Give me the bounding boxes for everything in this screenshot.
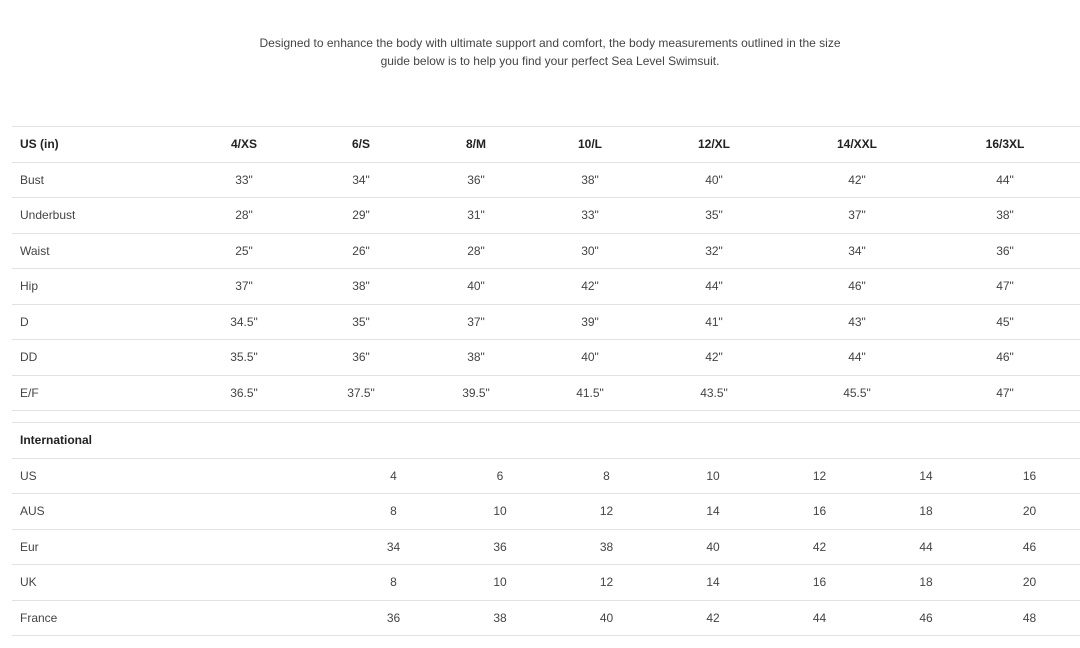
table-cell: 36" — [416, 162, 536, 198]
table-cell: 6 — [447, 458, 553, 494]
row-label: UK — [12, 565, 340, 601]
row-label: DD — [12, 340, 182, 376]
size-header-4xs: 4/XS — [182, 127, 306, 163]
table-cell: 12 — [553, 494, 660, 530]
table-cell: 46" — [784, 269, 930, 305]
table-cell: 36" — [930, 233, 1080, 269]
table-cell: 38" — [306, 269, 416, 305]
size-header-14xxl: 14/XXL — [784, 127, 930, 163]
table-cell: 14 — [660, 494, 766, 530]
table-cell: 37" — [182, 269, 306, 305]
table-cell: 42" — [784, 162, 930, 198]
size-guide-table — [12, 126, 1080, 411]
table-cell: 8 — [553, 458, 660, 494]
measurement-row — [12, 233, 1080, 269]
row-label: France — [12, 600, 340, 636]
table-cell: 16 — [766, 494, 873, 530]
intro-line-1: Designed to enhance the body with ultimate support and comfort, the body measurements outlined in the size — [259, 36, 841, 50]
table-cell: 36" — [306, 340, 416, 376]
table-cell: 20 — [979, 565, 1080, 601]
size-header-16-3xl: 16/3XL — [930, 127, 1080, 163]
table-cell: 14 — [873, 458, 979, 494]
table-cell: 38" — [930, 198, 1080, 234]
table-cell: 39.5" — [416, 375, 536, 411]
table-cell: 28" — [182, 198, 306, 234]
table-cell: 16 — [766, 565, 873, 601]
table-cell: 34 — [340, 529, 447, 565]
international-row — [12, 529, 1080, 565]
row-label: US — [12, 458, 340, 494]
row-label: Waist — [12, 233, 182, 269]
table-cell: 37" — [416, 304, 536, 340]
table-cell: 18 — [873, 565, 979, 601]
table-cell: 37.5" — [306, 375, 416, 411]
table-cell: 8 — [340, 494, 447, 530]
table-cell: 8 — [340, 565, 447, 601]
table-cell: 26" — [306, 233, 416, 269]
size-header-8m: 8/M — [416, 127, 536, 163]
table-cell: 39" — [536, 304, 644, 340]
table-cell: 38 — [447, 600, 553, 636]
table-cell: 40" — [416, 269, 536, 305]
table-cell: 10 — [660, 458, 766, 494]
table-cell: 40 — [660, 529, 766, 565]
row-label: E/F — [12, 375, 182, 411]
table-cell: 46 — [979, 529, 1080, 565]
table-cell: 33" — [182, 162, 306, 198]
row-label: Hip — [12, 269, 182, 305]
table-cell: 46 — [873, 600, 979, 636]
size-header-6s: 6/S — [306, 127, 416, 163]
table-cell: 20 — [979, 494, 1080, 530]
table-cell: 42" — [536, 269, 644, 305]
table-cell: 10 — [447, 494, 553, 530]
row-label: Eur — [12, 529, 340, 565]
size-header-12xl: 12/XL — [644, 127, 784, 163]
intro-text — [0, 34, 1080, 70]
table-cell: 12 — [766, 458, 873, 494]
table-cell: 28" — [416, 233, 536, 269]
table-cell: 36.5" — [182, 375, 306, 411]
measurement-row — [12, 304, 1080, 340]
international-row — [12, 600, 1080, 636]
table-cell: 42 — [660, 600, 766, 636]
international-row — [12, 458, 1080, 494]
intro-line-2: guide below is to help you find your perfect Sea Level Swimsuit. — [380, 54, 720, 68]
row-label: Bust — [12, 162, 182, 198]
measurement-row — [12, 162, 1080, 198]
table-cell: 44" — [784, 340, 930, 376]
table-cell: 44 — [766, 600, 873, 636]
table-cell: 40" — [536, 340, 644, 376]
table-cell: 37" — [784, 198, 930, 234]
table-cell: 36 — [340, 600, 447, 636]
measurement-row — [12, 340, 1080, 376]
table-cell: 14 — [660, 565, 766, 601]
table-cell: 10 — [447, 565, 553, 601]
table-cell: 41.5" — [536, 375, 644, 411]
international-title: International — [12, 423, 1080, 459]
table-cell: 44 — [873, 529, 979, 565]
table-cell: 35" — [644, 198, 784, 234]
international-row — [12, 494, 1080, 530]
table-cell: 33" — [536, 198, 644, 234]
table-cell: 46" — [930, 340, 1080, 376]
table-cell: 42 — [766, 529, 873, 565]
table-cell: 30" — [536, 233, 644, 269]
international-row — [12, 565, 1080, 601]
table-cell: 32" — [644, 233, 784, 269]
table-cell: 18 — [873, 494, 979, 530]
table-cell: 16 — [979, 458, 1080, 494]
international-size-table — [12, 422, 1080, 636]
table-cell: 47" — [930, 375, 1080, 411]
table-cell: 45.5" — [784, 375, 930, 411]
table-cell: 43.5" — [644, 375, 784, 411]
table-cell: 44" — [644, 269, 784, 305]
international-header-row — [12, 423, 1080, 459]
table-cell: 4 — [340, 458, 447, 494]
measurement-row — [12, 198, 1080, 234]
measurement-row — [12, 269, 1080, 305]
table-cell: 45" — [930, 304, 1080, 340]
table-cell: 29" — [306, 198, 416, 234]
table-cell: 36 — [447, 529, 553, 565]
table-cell: 42" — [644, 340, 784, 376]
table-cell: 44" — [930, 162, 1080, 198]
measurement-row — [12, 375, 1080, 411]
table-cell: 12 — [553, 565, 660, 601]
table-cell: 31" — [416, 198, 536, 234]
table-cell: 25" — [182, 233, 306, 269]
size-header-row — [12, 127, 1080, 163]
table-cell: 34.5" — [182, 304, 306, 340]
table-cell: 43" — [784, 304, 930, 340]
table-cell: 38" — [536, 162, 644, 198]
table-cell: 41" — [644, 304, 784, 340]
table-cell: 40" — [644, 162, 784, 198]
row-label: Underbust — [12, 198, 182, 234]
table-cell: 48 — [979, 600, 1080, 636]
size-header-label: US (in) — [12, 127, 182, 163]
table-cell: 34" — [784, 233, 930, 269]
table-cell: 35" — [306, 304, 416, 340]
table-cell: 47" — [930, 269, 1080, 305]
table-cell: 38 — [553, 529, 660, 565]
row-label: AUS — [12, 494, 340, 530]
table-cell: 40 — [553, 600, 660, 636]
row-label: D — [12, 304, 182, 340]
size-header-10l: 10/L — [536, 127, 644, 163]
table-cell: 34" — [306, 162, 416, 198]
table-cell: 35.5" — [182, 340, 306, 376]
table-cell: 38" — [416, 340, 536, 376]
